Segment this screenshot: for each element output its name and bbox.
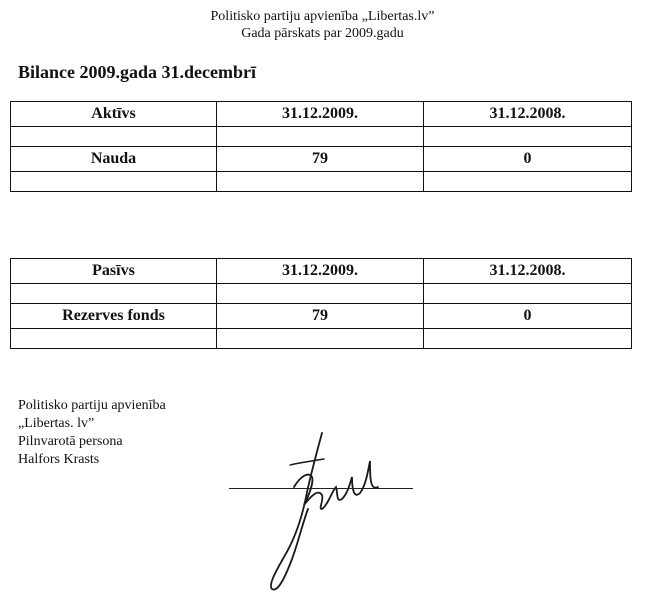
signatory-role: Pilnvarotā persona xyxy=(18,434,123,449)
assets-header-2009: 31.12.2009. xyxy=(217,102,424,127)
signatory-organization: Politisko partiju apvienība xyxy=(18,398,166,413)
assets-header-row xyxy=(11,102,632,127)
liabilities-reserve-label: Rezerves fonds xyxy=(11,304,217,329)
liabilities-header-row xyxy=(11,259,632,284)
assets-empty-row xyxy=(11,127,632,147)
liabilities-table xyxy=(10,258,632,349)
handwritten-signature xyxy=(252,425,392,595)
header-report-title: Gada pārskats par 2009.gadu xyxy=(241,26,404,41)
assets-cash-label: Nauda xyxy=(11,147,217,172)
balance-sheet-title: Bilance 2009.gada 31.decembrī xyxy=(18,62,256,82)
liabilities-reserve-row xyxy=(11,304,632,329)
liabilities-header-2008: 31.12.2008. xyxy=(424,259,632,284)
assets-empty-row xyxy=(11,172,632,192)
assets-header-2008: 31.12.2008. xyxy=(424,102,632,127)
assets-table xyxy=(10,101,632,192)
assets-header-label: Aktīvs xyxy=(11,102,217,127)
liabilities-header-2009: 31.12.2009. xyxy=(217,259,424,284)
liabilities-reserve-2008: 0 xyxy=(424,304,632,329)
header-organization: Politisko partiju apvienība „Libertas.lv” xyxy=(210,9,435,24)
liabilities-empty-row xyxy=(11,284,632,304)
signatory-organization-name: „Libertas. lv” xyxy=(18,416,95,431)
signatory-block xyxy=(18,397,166,469)
document-header xyxy=(0,8,645,42)
assets-cash-row xyxy=(11,147,632,172)
assets-cash-2008: 0 xyxy=(424,147,632,172)
signatory-name: Halfors Krasts xyxy=(18,452,100,467)
liabilities-empty-row xyxy=(11,329,632,349)
assets-cash-2009: 79 xyxy=(217,147,424,172)
liabilities-reserve-2009: 79 xyxy=(217,304,424,329)
liabilities-header-label: Pasīvs xyxy=(11,259,217,284)
